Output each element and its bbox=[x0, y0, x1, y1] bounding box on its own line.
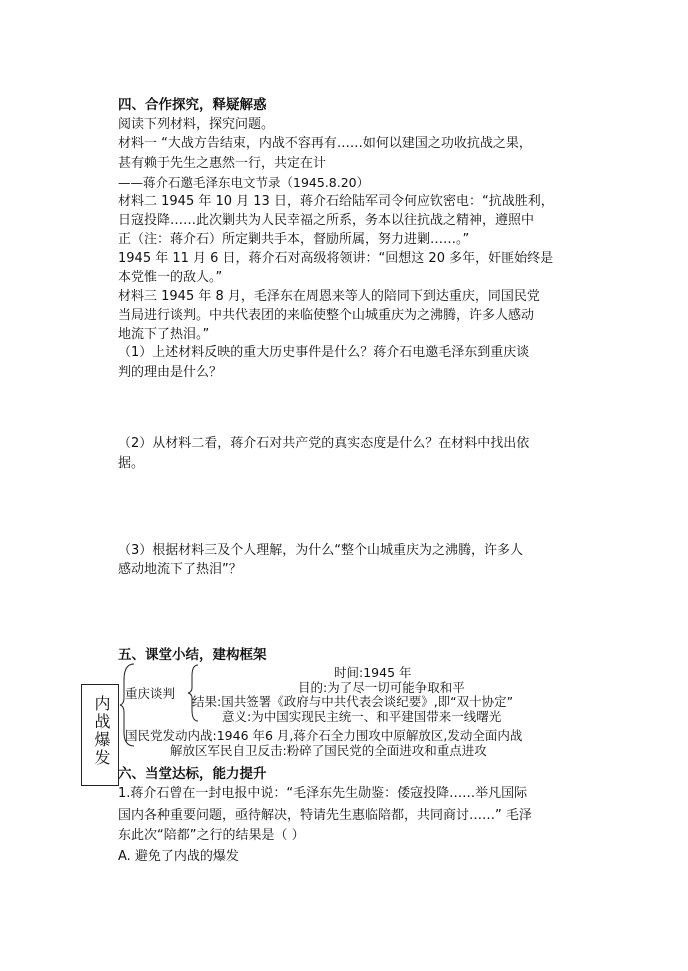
option-a: A. 避免了内战的爆发 bbox=[118, 849, 239, 864]
intro-text: 阅读下列材料，探究问题。 bbox=[118, 117, 275, 132]
exercise-1-line-3: 东此次“陪都”之行的结果是（ ） bbox=[118, 828, 305, 843]
material-1-line-1: 材料一 “大战方告结束，内战不容再有……如何以建国之功收抗战之果， bbox=[118, 136, 532, 151]
question-3-line-2: 感动地流下了热泪”？ bbox=[118, 562, 242, 577]
question-1-line-1: （1）上述材料反映的重大历史事件是什么？蒋介石电邀毛泽东到重庆谈 bbox=[118, 345, 530, 360]
question-3-line-1: （3）根据材料三及个人理解，为什么“整个山城重庆为之沸腾，许多人 bbox=[118, 543, 524, 558]
question-1-line-2: 判的理由是什么？ bbox=[118, 365, 223, 380]
civil-war-line-1: 国民党发动内战:1946 年6 月,蒋介石全力围攻中原解放区,发动全面内战 bbox=[125, 728, 523, 743]
civil-war-line-2: 解放区军民自卫反击:粉碎了国民党的全面进攻和重点进攻 bbox=[170, 743, 487, 758]
material-1-line-2: 甚有赖于先生之惠然一行，共定在计 bbox=[118, 156, 327, 171]
talks-purpose: 目的:为了尽一切可能争取和平 bbox=[298, 680, 465, 695]
question-2-line-2: 据。 bbox=[118, 456, 145, 471]
section-6-title: 六、当堂达标，能力提升 bbox=[118, 766, 267, 782]
section-4-title: 四、合作探究，释疑解惑 bbox=[118, 97, 267, 113]
question-2-line-1: （2）从材料二看，蒋介石对共产党的真实态度是什么？在材料中找出依 bbox=[118, 436, 530, 451]
talks-result: 结果:国共签署《政府与中共代表会谈纪要》,即“双十协定” bbox=[192, 694, 514, 709]
exercise-1-line-2: 国内各种重要问题，亟待解决，特请先生惠临陪都，共同商讨……” 毛泽 bbox=[118, 808, 532, 823]
material-3-line-1: 材料三 1945 年 8 月，毛泽东在周恩来等人的陪同下到达重庆，同国民党 bbox=[118, 289, 540, 304]
outbreak-label: 内战爆发 bbox=[92, 695, 111, 767]
material-3-line-3: 地流下了热泪。” bbox=[118, 327, 210, 342]
talks-time: 时间:1945 年 bbox=[334, 665, 412, 680]
chongqing-talks-label: 重庆谈判 bbox=[125, 686, 176, 701]
exercise-1-line-1: 1.蒋介石曾在一封电报中说：“毛泽东先生勋鉴：倭寇投降……举凡国际 bbox=[118, 786, 528, 801]
talks-meaning: 意义:为中国实现民主统一、和平建国带来一线曙光 bbox=[222, 709, 502, 724]
outbreak-label-box bbox=[81, 684, 119, 786]
material-2-line-3: 正（注：蒋介石）所定剿共手本，督励所属，努力进剿……。” bbox=[118, 232, 470, 247]
material-2-line-2: 日寇投降……此次剿共为人民幸福之所系，务本以往抗战之精神，遵照中 bbox=[118, 213, 535, 228]
material-2-line-4: 1945 年 11 月 6 日，蒋介石对高级将领讲：“回想这 20 多年，奸匪始终是 bbox=[118, 251, 554, 266]
section-5-title: 五、课堂小结，建构框架 bbox=[118, 647, 267, 663]
material-2-line-5: 本党惟一的敌人。” bbox=[118, 270, 223, 285]
material-2-line-1: 材料二 1945 年 10 月 13 日，蒋介石给陆军司令何应钦密电：“抗战胜利， bbox=[118, 194, 554, 209]
material-3-line-2: 当局进行谈判。中共代表团的来临使整个山城重庆为之沸腾，许多人感动 bbox=[118, 308, 535, 323]
material-1-source: ——蒋介石邀毛泽东电文节录（1945.8.20） bbox=[118, 175, 370, 190]
